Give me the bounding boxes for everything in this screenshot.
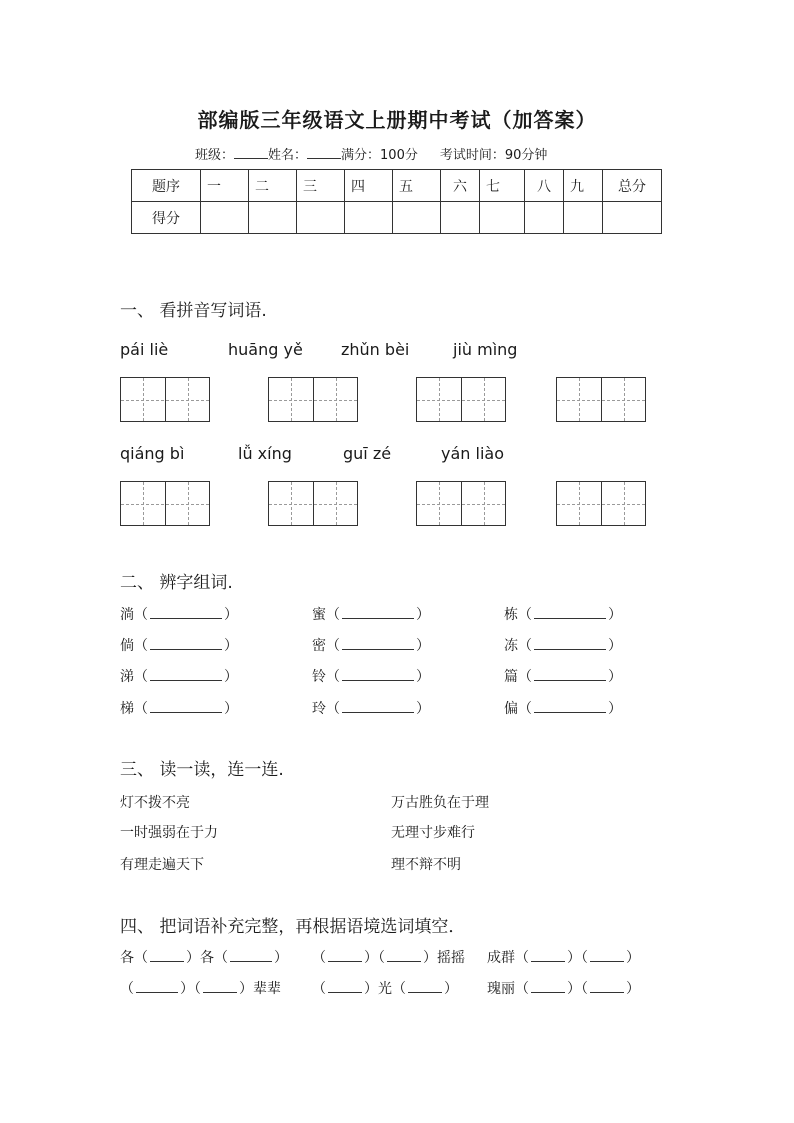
score-header-cell: 四 <box>345 170 393 202</box>
exam-time: 考试时间：90分钟 <box>439 148 548 163</box>
word-item: 密（ ） <box>312 635 430 655</box>
writing-grid[interactable] <box>556 377 646 422</box>
score-header-cell: 六 <box>441 170 480 202</box>
match-left-item[interactable]: 有理走遍天下 <box>120 857 204 873</box>
word-item: 栋（ ） <box>504 604 622 624</box>
answer-blank[interactable] <box>342 666 414 681</box>
section1-heading: 一、 看拼音写词语. <box>120 301 267 321</box>
match-right-item[interactable]: 理不辩不明 <box>391 857 461 873</box>
score-header-cell: 一 <box>201 170 249 202</box>
word-item: 玲（ ） <box>312 698 430 718</box>
score-row-label: 得分 <box>132 202 201 234</box>
writing-grid[interactable] <box>416 377 506 422</box>
name-blank[interactable] <box>307 146 341 159</box>
word-item: 涕（ ） <box>120 666 238 686</box>
answer-blank[interactable] <box>328 978 362 993</box>
score-cell[interactable] <box>564 202 603 234</box>
answer-blank[interactable] <box>342 698 414 713</box>
answer-blank[interactable] <box>230 947 272 962</box>
writing-grid[interactable] <box>556 481 646 526</box>
answer-blank[interactable] <box>408 978 442 993</box>
idiom-item: （ ）光（ ） <box>312 978 458 998</box>
answer-blank[interactable] <box>387 947 421 962</box>
word-item: 倘（ ） <box>120 635 238 655</box>
pinyin-label: pái liè <box>120 340 169 359</box>
pinyin-label: zhǔn bèi <box>341 340 410 359</box>
word-item: 淌（ ） <box>120 604 238 624</box>
score-cell[interactable] <box>480 202 525 234</box>
score-cell[interactable] <box>201 202 249 234</box>
class-label: 班级： <box>195 148 235 163</box>
score-cell[interactable] <box>297 202 345 234</box>
score-header-cell: 九 <box>564 170 603 202</box>
section3-heading: 三、 读一读，连一连. <box>120 760 284 780</box>
answer-blank[interactable] <box>150 604 222 619</box>
score-cell[interactable] <box>345 202 393 234</box>
word-item: 蜜（ ） <box>312 604 430 624</box>
answer-blank[interactable] <box>534 666 606 681</box>
writing-grid[interactable] <box>268 377 358 422</box>
pinyin-label: yán liào <box>441 444 504 463</box>
answer-blank[interactable] <box>150 666 222 681</box>
score-header-cell: 总分 <box>603 170 662 202</box>
name-label: 姓名： <box>268 148 308 163</box>
section4-heading: 四、 把词语补充完整，再根据语境选词填空． <box>120 917 466 937</box>
pinyin-label: lǚ xíng <box>238 444 292 463</box>
match-left-item[interactable]: 一时强弱在于力 <box>120 825 218 841</box>
score-header-cell: 八 <box>525 170 564 202</box>
answer-blank[interactable] <box>534 698 606 713</box>
match-left-item[interactable]: 灯不拨不亮 <box>120 795 190 811</box>
answer-blank[interactable] <box>203 978 237 993</box>
exam-info <box>195 144 547 163</box>
score-cell[interactable] <box>249 202 297 234</box>
answer-blank[interactable] <box>531 947 565 962</box>
writing-grid[interactable] <box>120 481 210 526</box>
pinyin-label: jiù mìng <box>453 340 518 359</box>
writing-grid[interactable] <box>268 481 358 526</box>
answer-blank[interactable] <box>328 947 362 962</box>
score-table-header <box>132 170 662 202</box>
word-item: 冻（ ） <box>504 635 622 655</box>
page-title: 部编版三年级语文上册期中考试（加答案） <box>197 108 597 132</box>
match-right-item[interactable]: 无理寸步难行 <box>391 825 475 841</box>
idiom-item: （ ）（ ）辈辈 <box>120 978 281 998</box>
score-table <box>131 169 662 234</box>
answer-blank[interactable] <box>590 947 624 962</box>
word-item: 梯（ ） <box>120 698 238 718</box>
score-cell[interactable] <box>393 202 441 234</box>
section2-heading: 二、 辨字组词. <box>120 573 233 593</box>
answer-blank[interactable] <box>342 604 414 619</box>
answer-blank[interactable] <box>534 635 606 650</box>
answer-blank[interactable] <box>150 698 222 713</box>
pinyin-label: guī zé <box>343 444 392 463</box>
score-cell[interactable] <box>603 202 662 234</box>
answer-blank[interactable] <box>534 604 606 619</box>
match-right-item[interactable]: 万古胜负在于理 <box>391 795 489 811</box>
score-header-cell: 题序 <box>132 170 201 202</box>
score-header-cell: 二 <box>249 170 297 202</box>
answer-blank[interactable] <box>150 947 184 962</box>
pinyin-label: qiáng bì <box>120 444 185 463</box>
pinyin-label: huāng yě <box>228 340 303 359</box>
word-item: 铃（ ） <box>312 666 430 686</box>
answer-blank[interactable] <box>150 635 222 650</box>
answer-blank[interactable] <box>342 635 414 650</box>
score-header-cell: 三 <box>297 170 345 202</box>
answer-blank[interactable] <box>136 978 178 993</box>
score-cell[interactable] <box>441 202 480 234</box>
score-header-cell: 五 <box>393 170 441 202</box>
word-item: 偏（ ） <box>504 698 622 718</box>
answer-blank[interactable] <box>590 978 624 993</box>
full-score: 满分：100分 <box>341 148 418 163</box>
answer-blank[interactable] <box>531 978 565 993</box>
score-cell[interactable] <box>525 202 564 234</box>
score-table-row <box>132 202 662 234</box>
writing-grid[interactable] <box>416 481 506 526</box>
idiom-item: 各（ ）各（ ） <box>120 947 288 967</box>
idiom-item: 瑰丽（ ）（ ） <box>487 978 640 998</box>
writing-grid[interactable] <box>120 377 210 422</box>
score-header-cell: 七 <box>480 170 525 202</box>
idiom-item: （ ）（ ）摇摇 <box>312 947 465 967</box>
class-blank[interactable] <box>234 146 268 159</box>
idiom-item: 成群（ ）（ ） <box>487 947 640 967</box>
word-item: 篇（ ） <box>504 666 622 686</box>
